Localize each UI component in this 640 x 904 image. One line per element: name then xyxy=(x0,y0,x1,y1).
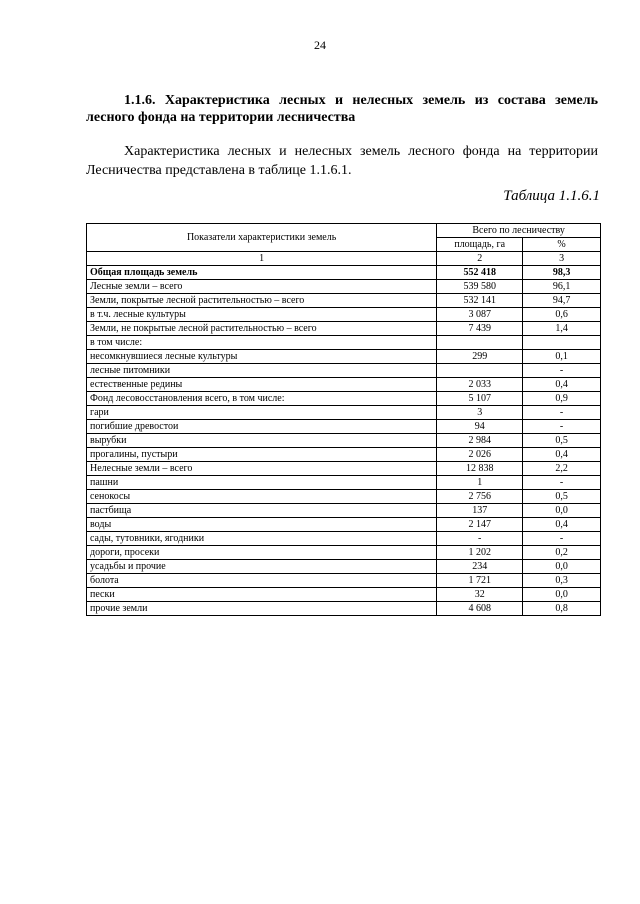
row-label: Нелесные земли – всего xyxy=(87,462,437,476)
row-percent: 0,4 xyxy=(523,518,601,532)
row-percent: 0,9 xyxy=(523,392,601,406)
row-label: естественные редины xyxy=(87,378,437,392)
table-row xyxy=(87,350,601,364)
col-number-1: 1 xyxy=(87,252,437,266)
row-label: Земли, покрытые лесной растительностью – всего xyxy=(87,294,437,308)
table-row xyxy=(87,322,601,336)
row-area: 2 984 xyxy=(437,434,523,448)
row-label: сенокосы xyxy=(87,490,437,504)
row-area: 3 087 xyxy=(437,308,523,322)
row-area: 1 xyxy=(437,476,523,490)
row-label: пастбища xyxy=(87,504,437,518)
row-percent: 0,2 xyxy=(523,546,601,560)
row-percent: - xyxy=(523,420,601,434)
row-area: 2 147 xyxy=(437,518,523,532)
row-label: прочие земли xyxy=(87,602,437,616)
table-row xyxy=(87,266,601,280)
row-label: болота xyxy=(87,574,437,588)
row-percent: 0,6 xyxy=(523,308,601,322)
row-percent: 2,2 xyxy=(523,462,601,476)
table-row xyxy=(87,364,601,378)
intro-paragraph: Характеристика лесных и нелесных земель лесного фонда на территории Лесничества представлена в таблице 1.1.6.1. xyxy=(86,144,598,178)
row-label: усадьбы и прочие xyxy=(87,560,437,574)
row-percent: 0,5 xyxy=(523,490,601,504)
row-label: вырубки xyxy=(87,434,437,448)
row-area: 1 721 xyxy=(437,574,523,588)
table-row xyxy=(87,462,601,476)
table-row xyxy=(87,532,601,546)
table-row xyxy=(87,574,601,588)
row-percent: 0,0 xyxy=(523,560,601,574)
table-row xyxy=(87,434,601,448)
row-percent xyxy=(523,336,601,350)
row-percent: 98,3 xyxy=(523,266,601,280)
row-area: 2 756 xyxy=(437,490,523,504)
row-percent: - xyxy=(523,532,601,546)
row-area: - xyxy=(437,532,523,546)
row-percent: - xyxy=(523,364,601,378)
table-row xyxy=(87,280,601,294)
table-row xyxy=(87,490,601,504)
table-row xyxy=(87,560,601,574)
table-row xyxy=(87,588,601,602)
row-area xyxy=(437,336,523,350)
row-area: 234 xyxy=(437,560,523,574)
row-label: в том числе: xyxy=(87,336,437,350)
table-body xyxy=(87,266,601,616)
row-label: сады, тутовники, ягодники xyxy=(87,532,437,546)
row-area: 1 202 xyxy=(437,546,523,560)
table-row xyxy=(87,448,601,462)
row-area: 7 439 xyxy=(437,322,523,336)
row-label: пашни xyxy=(87,476,437,490)
table-row xyxy=(87,476,601,490)
row-percent: 0,3 xyxy=(523,574,601,588)
header-percent: % xyxy=(523,238,601,252)
row-area: 32 xyxy=(437,588,523,602)
table-row xyxy=(87,336,601,350)
row-percent: 0,0 xyxy=(523,588,601,602)
row-area: 2 033 xyxy=(437,378,523,392)
row-area: 12 838 xyxy=(437,462,523,476)
row-area: 137 xyxy=(437,504,523,518)
table-row xyxy=(87,518,601,532)
table-row xyxy=(87,294,601,308)
header-indicators: Показатели характеристики земель xyxy=(87,224,437,252)
row-area: 539 580 xyxy=(437,280,523,294)
row-area: 299 xyxy=(437,350,523,364)
row-label: прогалины, пустыри xyxy=(87,448,437,462)
row-percent: 0,5 xyxy=(523,434,601,448)
row-label: несомкнувшиеся лесные культуры xyxy=(87,350,437,364)
row-label: погибшие древостои xyxy=(87,420,437,434)
table-row xyxy=(87,392,601,406)
row-area: 5 107 xyxy=(437,392,523,406)
row-percent: 96,1 xyxy=(523,280,601,294)
row-label: лесные питомники xyxy=(87,364,437,378)
row-percent: - xyxy=(523,406,601,420)
row-label: Земли, не покрытые лесной растительностью – всего xyxy=(87,322,437,336)
table-row xyxy=(87,378,601,392)
row-label: воды xyxy=(87,518,437,532)
table-row xyxy=(87,420,601,434)
row-label: Фонд лесовосстановления всего, в том числе: xyxy=(87,392,437,406)
page-number: 24 xyxy=(314,38,326,52)
row-area: 4 608 xyxy=(437,602,523,616)
land-characteristics-table xyxy=(86,223,601,616)
header-area: площадь, га xyxy=(437,238,523,252)
table-caption: Таблица 1.1.6.1 xyxy=(503,188,600,204)
col-number-2: 2 xyxy=(437,252,523,266)
row-label: дороги, просеки xyxy=(87,546,437,560)
row-percent: 94,7 xyxy=(523,294,601,308)
row-label: гари xyxy=(87,406,437,420)
row-percent: 0,0 xyxy=(523,504,601,518)
table-row xyxy=(87,308,601,322)
row-percent: - xyxy=(523,476,601,490)
row-area: 94 xyxy=(437,420,523,434)
row-area: 2 026 xyxy=(437,448,523,462)
row-label: в т.ч. лесные культуры xyxy=(87,308,437,322)
row-percent: 1,4 xyxy=(523,322,601,336)
row-label: Лесные земли – всего xyxy=(87,280,437,294)
row-percent: 0,1 xyxy=(523,350,601,364)
table-row xyxy=(87,602,601,616)
row-area: 532 141 xyxy=(437,294,523,308)
col-number-3: 3 xyxy=(523,252,601,266)
row-area: 552 418 xyxy=(437,266,523,280)
row-percent: 0,4 xyxy=(523,448,601,462)
table-row xyxy=(87,546,601,560)
row-area: 3 xyxy=(437,406,523,420)
row-area xyxy=(437,364,523,378)
table-row xyxy=(87,406,601,420)
section-heading: 1.1.6. Характеристика лесных и нелесных земель из состава земель лесного фонда на территории лесничества xyxy=(86,93,598,125)
row-percent: 0,4 xyxy=(523,378,601,392)
row-percent: 0,8 xyxy=(523,602,601,616)
header-total: Всего по лесничеству xyxy=(437,224,601,238)
row-label: Общая площадь земель xyxy=(87,266,437,280)
table-row xyxy=(87,504,601,518)
row-label: пески xyxy=(87,588,437,602)
